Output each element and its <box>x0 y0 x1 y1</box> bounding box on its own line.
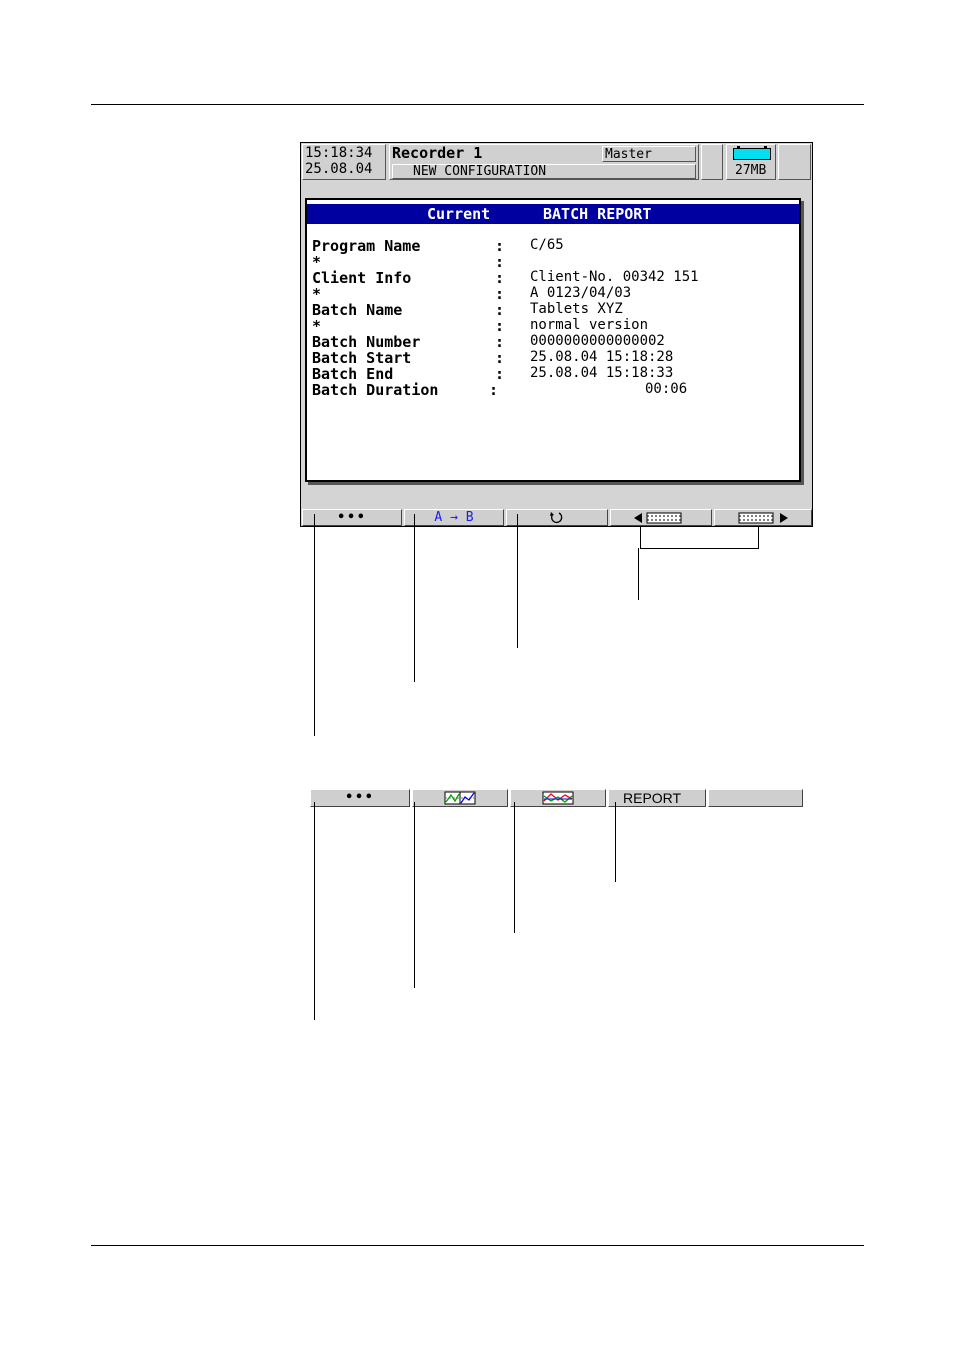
report-row-value: normal version <box>530 317 649 333</box>
callout-line-scroll-right <box>758 526 759 548</box>
status-message-box <box>392 164 696 179</box>
header-spacer-box <box>701 144 723 180</box>
callout-line-scroll-join <box>640 548 759 549</box>
scroll-left-icon <box>631 511 691 525</box>
recorder-title-box <box>389 144 699 180</box>
report-row-label: Batch Start <box>312 349 412 367</box>
report-row-separator: : <box>495 333 505 351</box>
callout-line-report <box>615 802 616 882</box>
callout-line-chart-lines <box>514 802 515 933</box>
more-button-2[interactable] <box>310 789 410 807</box>
report-row-value: 25.08.04 15:18:28 <box>530 349 674 365</box>
report-label: REPORT <box>623 790 682 806</box>
report-row-separator: : <box>495 301 505 319</box>
report-button[interactable] <box>608 789 706 807</box>
a-to-b-label: A → B <box>434 510 474 525</box>
battery-icon <box>733 148 771 160</box>
header-right-box <box>778 144 811 180</box>
report-title-bar <box>307 204 799 224</box>
callout-line-more-2 <box>314 802 315 1020</box>
report-row-value: 0000000000000002 <box>530 333 665 349</box>
callout-line-curve-grid <box>414 802 415 988</box>
master-label: Master <box>605 147 652 162</box>
callout-line-more <box>314 514 315 736</box>
report-row-label: * <box>312 285 322 303</box>
report-row-separator: : <box>495 317 505 335</box>
top-rule <box>91 104 864 105</box>
report-row-separator: : <box>495 285 505 303</box>
chart-lines-button[interactable] <box>510 789 606 807</box>
report-row-separator: : <box>495 365 505 383</box>
report-row-label: * <box>312 317 322 335</box>
report-row-separator: : <box>495 269 505 287</box>
clock-time: 15:18:34 <box>305 145 373 161</box>
report-row-label: Program Name <box>312 237 421 255</box>
report-row-separator: : <box>495 253 505 271</box>
report-row-label: Batch Duration <box>312 381 439 399</box>
more-label-2: ••• <box>345 790 375 805</box>
curve-grid-icon <box>443 791 477 805</box>
scroll-left-button[interactable] <box>610 509 712 526</box>
report-row-separator: : <box>489 381 499 399</box>
master-box <box>602 146 696 162</box>
callout-line-scroll-left <box>640 526 641 548</box>
report-row-label: * <box>312 253 322 271</box>
recorder-name: Recorder 1 <box>392 144 483 162</box>
a-to-b-button[interactable] <box>404 509 504 526</box>
report-title-left: Current <box>427 205 491 223</box>
report-row-value: Tablets XYZ <box>530 301 623 317</box>
batch-report-panel <box>305 198 801 482</box>
memory-box <box>726 144 776 180</box>
report-row-separator: : <box>495 237 505 255</box>
report-row-value: C/65 <box>530 237 564 253</box>
scroll-right-button[interactable] <box>714 509 812 526</box>
report-row-value: 00:06 <box>645 381 688 397</box>
report-row-label: Client Info <box>312 269 412 287</box>
clock-box <box>302 144 386 180</box>
scroll-right-icon <box>733 511 793 525</box>
report-row-value: 25.08.04 15:18:33 <box>530 365 674 381</box>
curve-grid-button[interactable] <box>412 789 508 807</box>
report-row-separator: : <box>495 349 505 367</box>
callout-line-a-to-b <box>414 514 415 682</box>
bottom-rule <box>91 1245 864 1246</box>
report-row-value: A 0123/04/03 <box>530 285 632 301</box>
callout-line-refresh <box>517 514 518 648</box>
status-message: NEW CONFIGURATION <box>413 164 547 179</box>
empty-softkey[interactable] <box>708 789 803 807</box>
refresh-icon <box>548 511 566 525</box>
clock-date: 25.08.04 <box>305 161 373 177</box>
report-row-label: Batch End <box>312 365 394 383</box>
report-row-value: Client-No. 00342 151 <box>530 269 699 285</box>
more-label: ••• <box>337 510 367 525</box>
report-row-label: Batch Name <box>312 301 403 319</box>
callout-line-scroll <box>638 548 639 600</box>
more-button[interactable] <box>302 509 402 526</box>
report-title-right: BATCH REPORT <box>543 205 652 223</box>
chart-lines-icon <box>541 791 575 805</box>
report-row-label: Batch Number <box>312 333 421 351</box>
refresh-button[interactable] <box>506 509 608 526</box>
memory-label: 27MB <box>735 163 767 178</box>
